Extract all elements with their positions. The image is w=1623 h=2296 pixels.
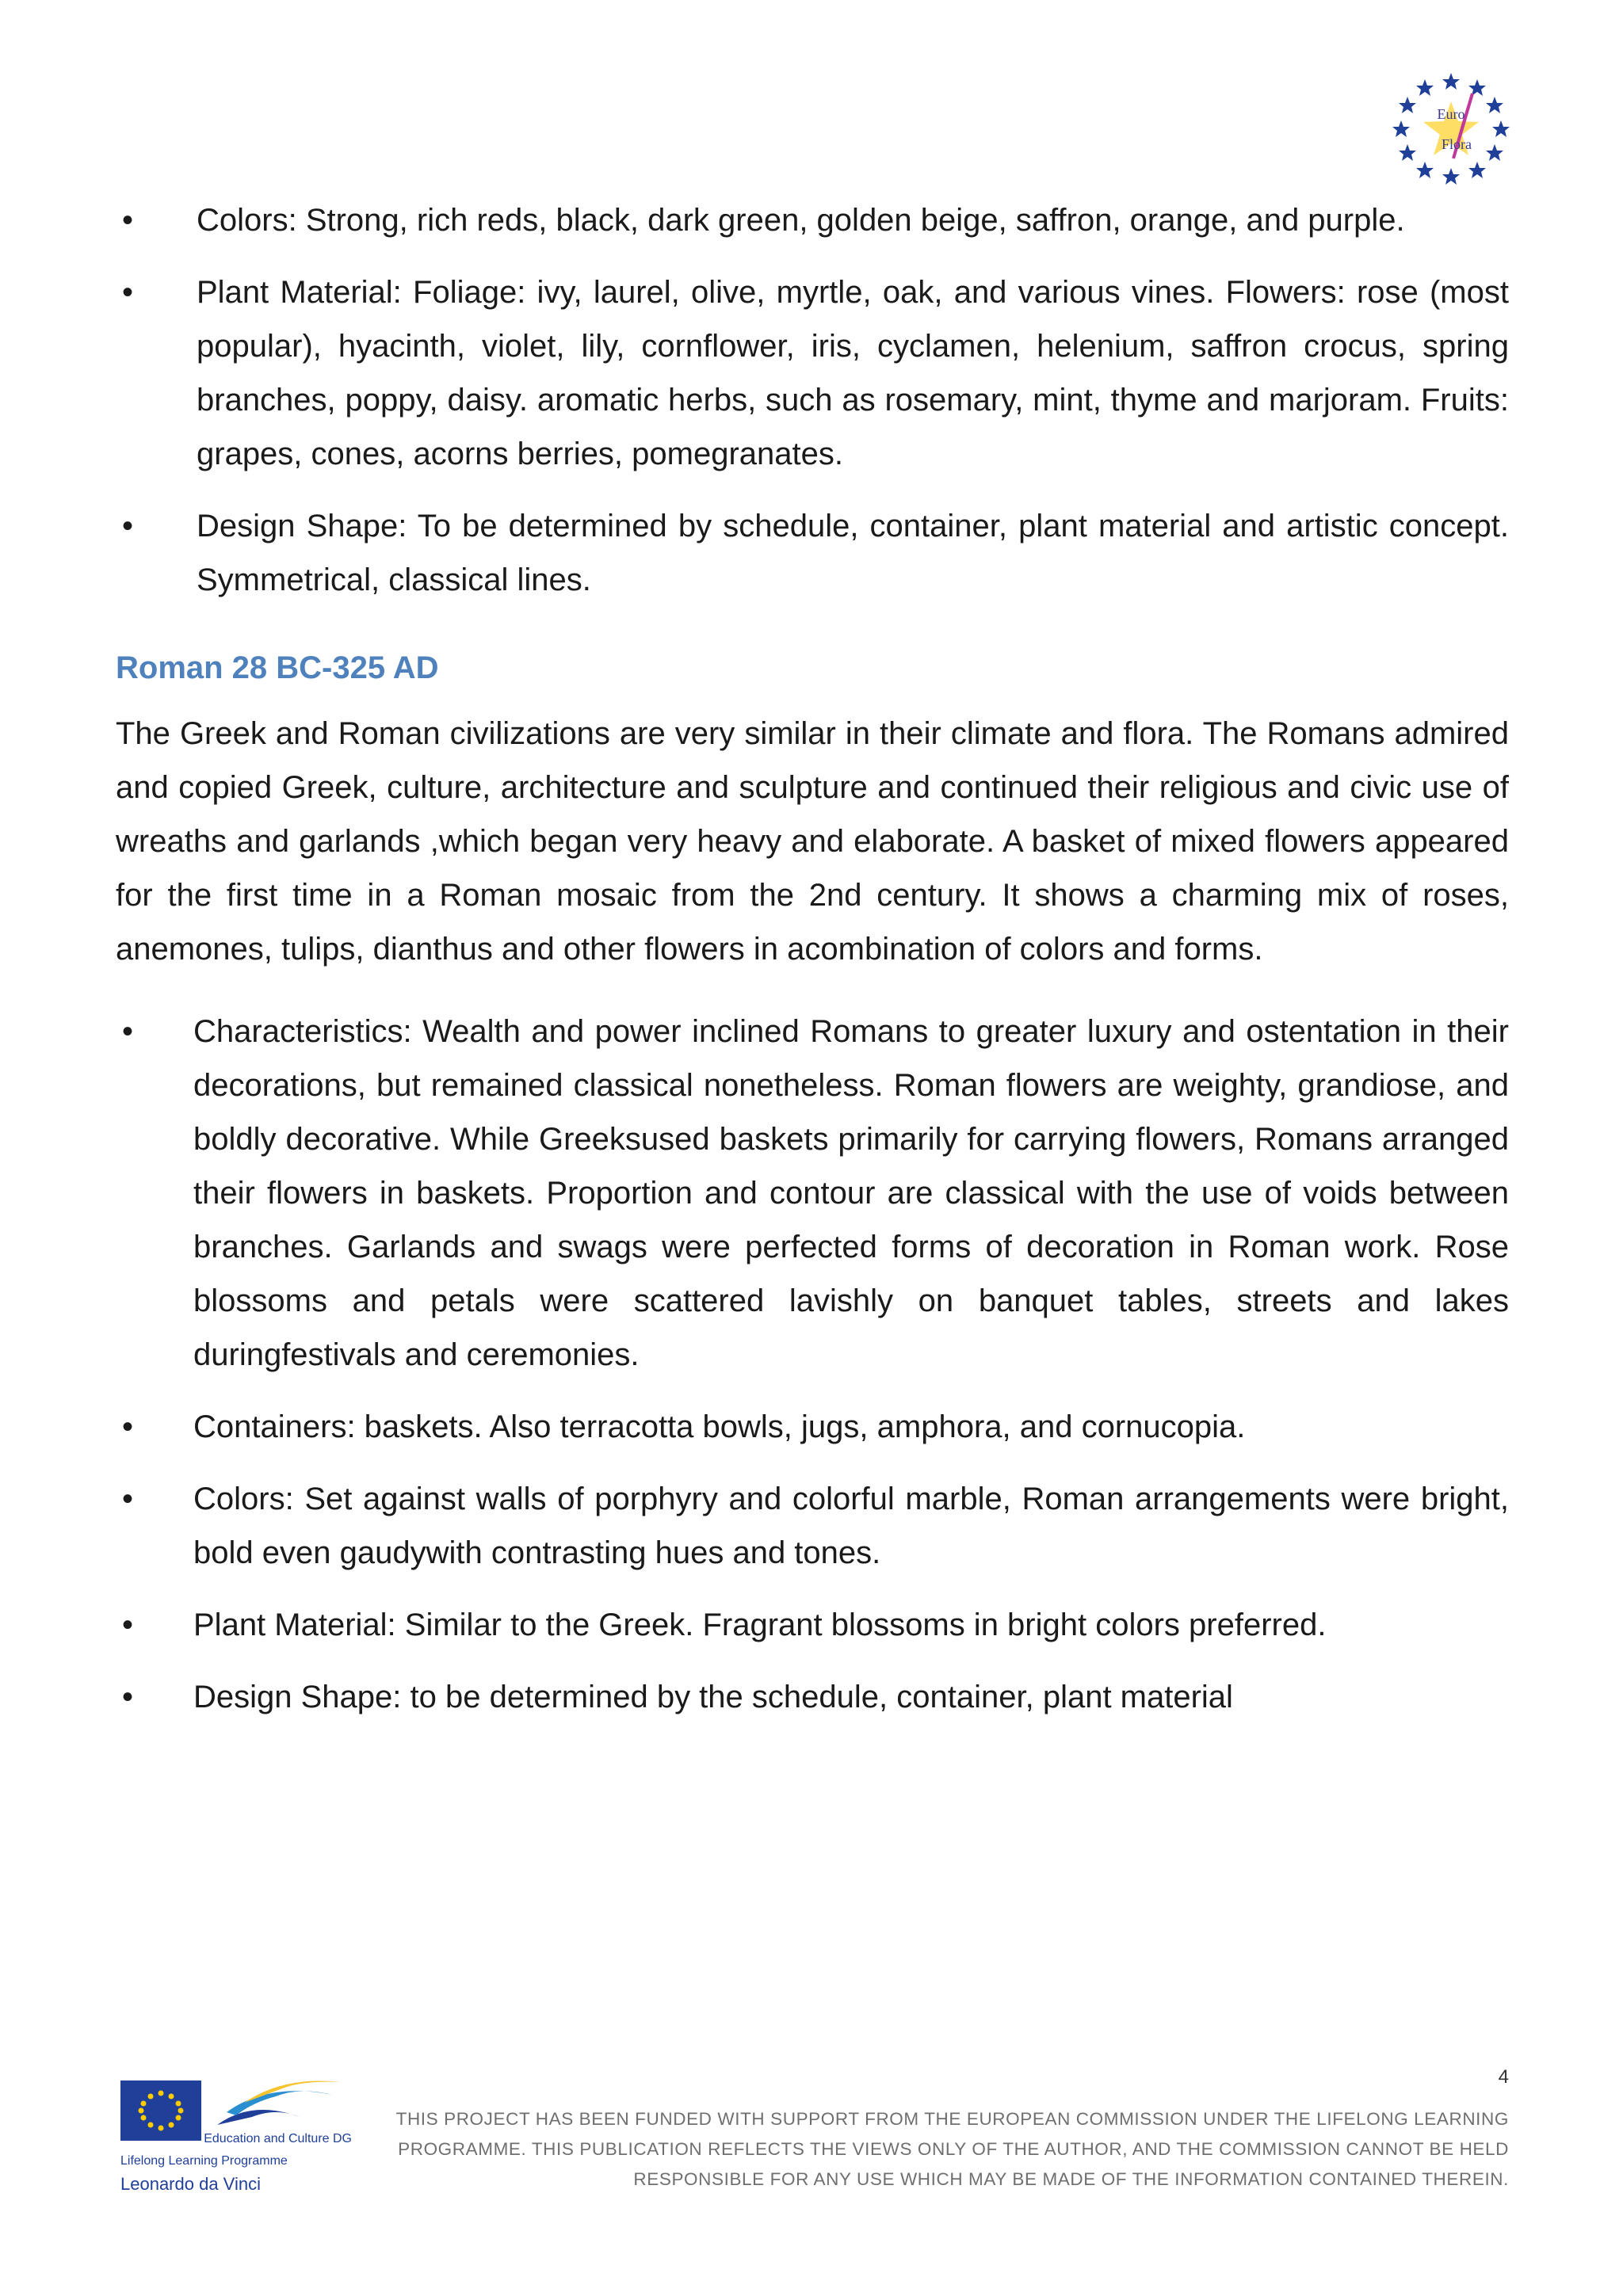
list-item: [116, 1598, 1509, 1652]
list-item: [116, 1005, 1509, 1382]
list-item-text: Plant Material: Similar to the Greek. Fragrant blossoms in bright colors preferred.: [193, 1608, 1327, 1642]
disclaimer-line: PROGRAMME. THIS PUBLICATION REFLECTS THE VIEWS ONLY OF THE AUTHOR, AND THE COMMISSION CANNOT BE HELD: [398, 2139, 1509, 2159]
dg-label: Education and Culture DG: [204, 2132, 352, 2145]
attributes-list-roman: [116, 1005, 1509, 1724]
list-item-text: Containers: baskets. Also terracotta bowls, jugs, amphora, and cornucopia.: [193, 1409, 1246, 1444]
logo-word-flora: Flora: [1442, 136, 1472, 152]
attributes-list-greek: [116, 193, 1509, 607]
funding-disclaimer: [355, 2104, 1509, 2195]
bullet-icon: •: [122, 509, 134, 543]
list-item-text: Plant Material: Foliage: ivy, laurel, olive, myrtle, oak, and various vines. Flowers: rose (most popular), hyacinth, violet, lily, cornflower, iris, cyclamen, helenium, saffron crocus, spring branches, poppy, daisy. aromatic herbs, such as rosemary, mint, thyme and marjoram. Fruits: grapes, cones, acorns berries, pomegranates.: [197, 275, 1509, 471]
list-item: [116, 1670, 1509, 1724]
disclaimer-line: THIS PROJECT HAS BEEN FUNDED WITH SUPPORT FROM THE EUROPEAN COMMISSION UNDER THE LIFELONG LEARNING: [395, 2109, 1509, 2129]
bullet-icon: •: [122, 1409, 134, 1444]
list-item-text: Design Shape: To be determined by schedule, container, plant material and artistic concept. Symmetrical, classical lines.: [197, 509, 1509, 597]
bullet-icon: •: [122, 1014, 134, 1049]
list-item-text: Design Shape: to be determined by the schedule, container, plant material: [193, 1680, 1233, 1714]
lifelong-learning-logo: [117, 2076, 358, 2207]
programme-label: Lifelong Learning Programme: [120, 2154, 288, 2168]
section-heading: Roman 28 BC-325 AD: [116, 650, 439, 685]
main-content: [116, 193, 1509, 1742]
list-item-text: Colors: Set against walls of porphyry and colorful marble, Roman arrangements were bright, bold even gaudywith contrasting hues and tones.: [193, 1482, 1509, 1570]
programme-name: Leonardo da Vinci: [120, 2174, 261, 2194]
body-paragraph: The Greek and Roman civilizations are very similar in their climate and flora. The Romans admired and copied Greek, culture, architecture and sculpture and continued their religious and civic use of wreaths and garlands ,which began very heavy and elaborate. A basket of mixed flowers appeared for the first time in a Roman mosaic from the 2nd century. It shows a charming mix of roses, anemones, tulips, dianthus and other flowers in acombination of colors and forms.: [116, 716, 1509, 967]
page-number: 4: [1498, 2066, 1509, 2088]
bullet-icon: •: [122, 1482, 134, 1516]
bullet-icon: •: [122, 203, 134, 238]
disclaimer-line: RESPONSIBLE FOR ANY USE WHICH MAY BE MADE OF THE INFORMATION CONTAINED THEREIN.: [633, 2169, 1509, 2189]
eu-flag-icon: [120, 2081, 201, 2141]
euro-flora-logo: [1384, 70, 1518, 195]
list-item: [116, 1472, 1509, 1580]
bullet-icon: •: [122, 1608, 134, 1642]
list-item: [116, 1400, 1509, 1454]
bullet-icon: •: [122, 275, 134, 310]
list-item: [116, 265, 1509, 481]
bullet-icon: •: [122, 1680, 134, 1714]
list-item: [116, 193, 1509, 247]
logo-word-euro: Euro: [1437, 106, 1465, 122]
list-item-text: Characteristics: Wealth and power inclined Romans to greater luxury and ostentation in their decorations, but remained classical nonetheless. Roman flowers are weighty, grandiose, and boldly decorative. While Greeksused baskets primarily for carrying flowers, Romans arranged their flowers in baskets. Proportion and contour are classical with the use of voids between branches. Garlands and swags were perfected forms of decoration in Roman work. Rose blossoms and petals were scattered lavishly on banquet tables, streets and lakes duringfestivals and ceremonies.: [193, 1014, 1509, 1372]
list-item-text: Colors: Strong, rich reds, black, dark green, golden beige, saffron, orange, and purple.: [197, 203, 1405, 238]
list-item: [116, 499, 1509, 607]
